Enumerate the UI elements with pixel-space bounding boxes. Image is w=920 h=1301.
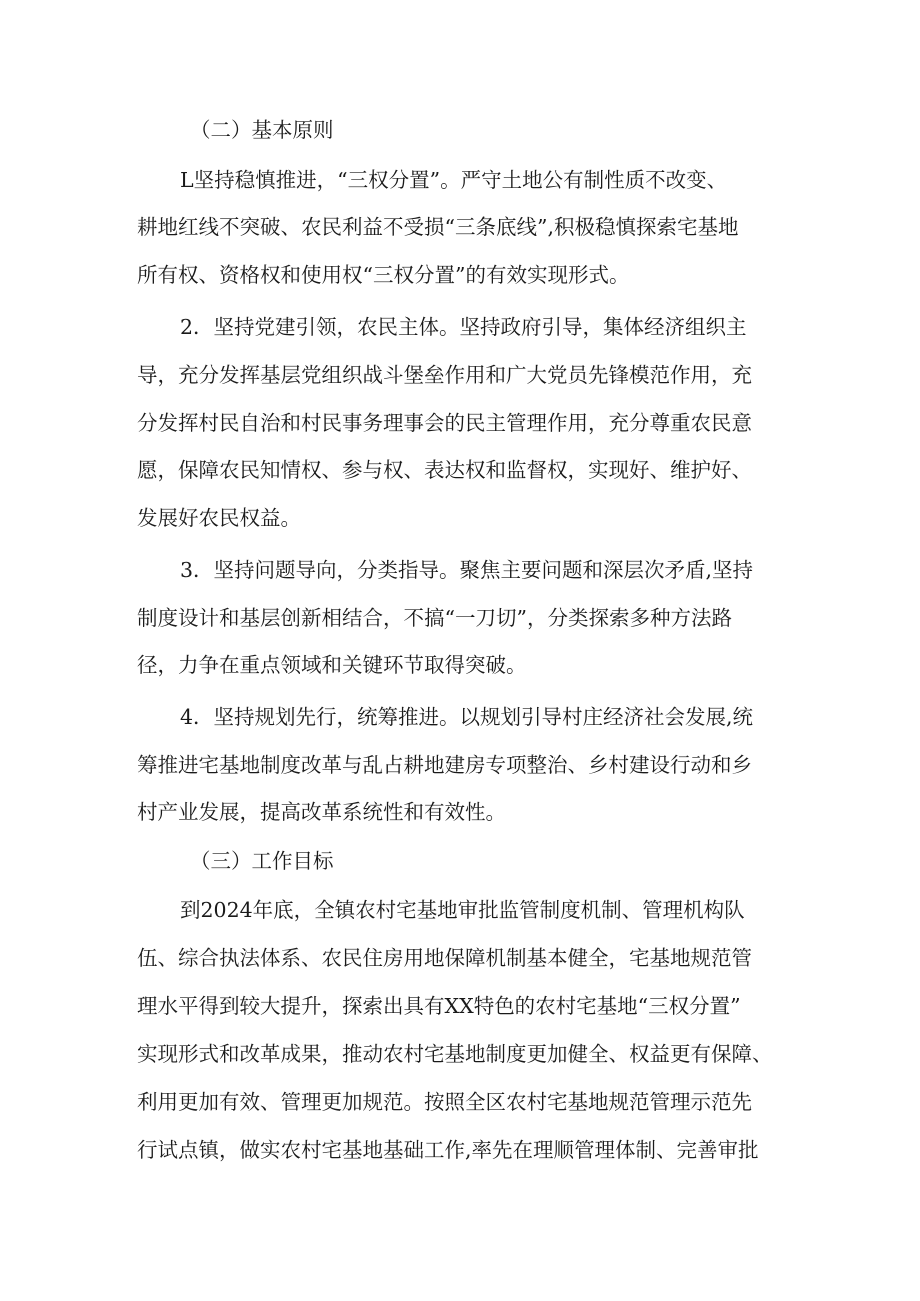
goals-line-6: 行试点镇，做实农村宅基地基础工作,率先在理顺管理体制、完善审批 <box>137 1138 759 1162</box>
principle-4-line-2: 筹推进宅基地制度改革与乱占耕地建房专项整治、乡村建设行动和乡 <box>137 753 752 777</box>
principle-4-line-1: 4．坚持规划先行，统筹推进。以规划引导村庄经济社会发展,统 <box>180 705 754 729</box>
goals-line-3: 理水平得到较大提升，探索出具有XX特色的农村宅基地“三权分置” <box>137 994 741 1018</box>
principle-3-line-2: 制度设计和基层创新相结合，不搞“一刀切”，分类探索多种方法路 <box>137 606 732 630</box>
section-heading-work-goals: （三）工作目标 <box>190 849 334 873</box>
principle-1-line-1: L坚持稳慎推进，“三权分置”。严守土地公有制性质不改变、 <box>180 168 728 192</box>
goals-line-4: 实现形式和改革成果，推动农村宅基地制度更加健全、权益更有保障、 <box>137 1042 773 1066</box>
principle-1-line-3: 所有权、资格权和使用权“三权分置”的有效实现形式。 <box>137 263 630 287</box>
section-heading-basic-principles: （二）基本原则 <box>190 118 334 142</box>
principle-3-line-3: 径，力争在重点领域和关键环节取得突破。 <box>137 653 527 677</box>
principle-1-line-2: 耕地红线不突破、农民利益不受损“三条底线”,积极稳慎探索宅基地 <box>137 215 739 239</box>
principle-4-line-3: 村产业发展，提高改革系统性和有效性。 <box>137 800 506 824</box>
principle-2-line-5: 发展好农民权益。 <box>137 506 301 530</box>
principle-2-line-4: 愿，保障农民知情权、参与权、表达权和监督权，实现好、维护好、 <box>137 458 752 482</box>
goals-line-2: 伍、综合执法体系、农民住房用地保障机制基本健全，宅基地规范管 <box>137 946 752 970</box>
principle-2-line-2: 导，充分发挥基层党组织战斗堡垒作用和广大党员先锋模范作用，充 <box>137 363 752 387</box>
principle-2-line-1: 2．坚持党建引领，农民主体。坚持政府引导，集体经济组织主 <box>180 315 747 339</box>
principle-2-line-3: 分发挥村民自治和村民事务理事会的民主管理作用，充分尊重农民意 <box>137 411 752 435</box>
goals-line-5: 利用更加有效、管理更加规范。按照全区农村宅基地规范管理示范先 <box>137 1090 752 1114</box>
goals-line-1: 到2024年底，全镇农村宅基地审批监管制度机制、管理机构队 <box>180 898 745 922</box>
principle-3-line-1: 3．坚持问题导向，分类指导。聚焦主要问题和深层次矛盾,坚持 <box>180 558 754 582</box>
